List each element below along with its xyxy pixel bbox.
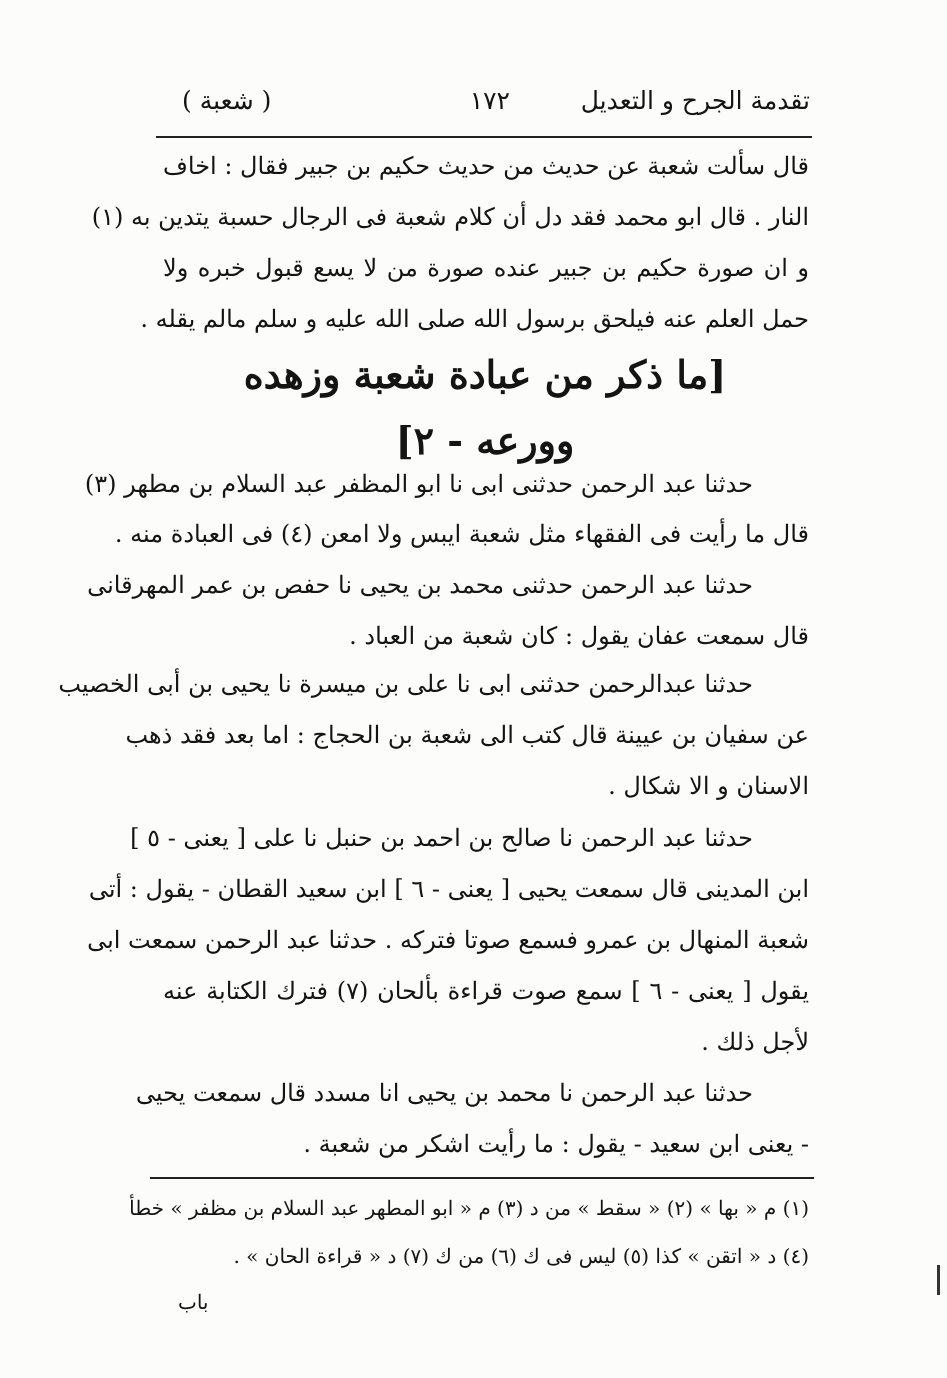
header-rule [156, 136, 812, 138]
text-line: يقول [ يعنى - ٦ ] سمع صوت قراءة بألحان (٧) فترك الكتابة عنه [163, 977, 809, 1005]
page-number: ١٧٢ [469, 86, 510, 115]
text-line: قال سألت شعبة عن حديث من حديث حكيم بن جبير فقال : اخاف [163, 152, 809, 180]
book-title: تقدمة الجرح و التعديل [580, 86, 810, 115]
text-line: حدثنا عبد الرحمن نا صالح بن احمد بن حنبل نا على [ يعنى - ٥ ] [130, 824, 753, 852]
section-title: [ما ذكر من عبادة شعبة وزهده [243, 352, 727, 397]
margin-mark [937, 1265, 940, 1295]
text-line: و ان صورة حكيم بن جبير عنده صورة من لا يسع قبول خبره ولا [163, 254, 809, 282]
text-line: حدثنا عبد الرحمن حدثنى ابى نا ابو المظفر عبد السلام بن مطهر (٣) [84, 470, 753, 498]
footnote-line: (٤) د « اتقن » كذا (٥) ليس فى ك (٦) من ك (٧) د « قراءة الحان » . [233, 1244, 809, 1268]
text-line: حدثنا عبدالرحمن حدثنى ابى نا على بن ميسرة نا يحيى بن أبى الخصيب [58, 670, 753, 698]
text-line: الاسنان و الا شكال . [608, 772, 809, 800]
text-line: ابن المدينى قال سمعت يحيى [ يعنى - ٦ ] ابن سعيد القطان - يقول : أتى [88, 875, 809, 903]
text-line: النار . قال ابو محمد فقد دل أن كلام شعبة فى الرجال حسبة يتدين به (١) [91, 203, 809, 231]
text-line: قال سمعت عفان يقول : كان شعبة من العباد . [349, 622, 809, 650]
section-title-continued: وورعه - ٢] [395, 418, 575, 463]
text-line: حدثنا عبد الرحمن حدثنى محمد بن يحيى نا حفص بن عمر المهرقانى [87, 571, 753, 599]
footnote-line: (١) م « بها » (٢) « سقط » من د (٣) م « ابو المطهر عبد السلام بن مظفر » خطأ [129, 1196, 809, 1220]
text-line: حمل العلم عنه فيلحق برسول الله صلى الله عليه و سلم مالم يقله . [140, 305, 809, 333]
text-line: قال ما رأيت فى الفقهاء مثل شعبة ايبس ولا امعن (٤) فى العبادة منه . [114, 520, 809, 548]
page-header [160, 78, 810, 128]
text-line: - يعنى ابن سعيد - يقول : ما رأيت اشكر من شعبة . [303, 1130, 809, 1158]
catchword: باب [178, 1290, 209, 1314]
text-line: حدثنا عبد الرحمن نا محمد بن يحيى انا مسدد قال سمعت يحيى [135, 1079, 753, 1107]
text-line: شعبة المنهال بن عمرو فسمع صوتا فتركه . حدثنا عبد الرحمن سمعت ابى [87, 926, 809, 954]
text-line: لأجل ذلك . [701, 1028, 809, 1056]
footnote-rule [150, 1177, 814, 1179]
running-head: ( شعبة ) [182, 86, 272, 115]
text-line: عن سفيان بن عيينة قال كتب الى شعبة بن الحجاج : اما بعد فقد ذهب [125, 721, 809, 749]
